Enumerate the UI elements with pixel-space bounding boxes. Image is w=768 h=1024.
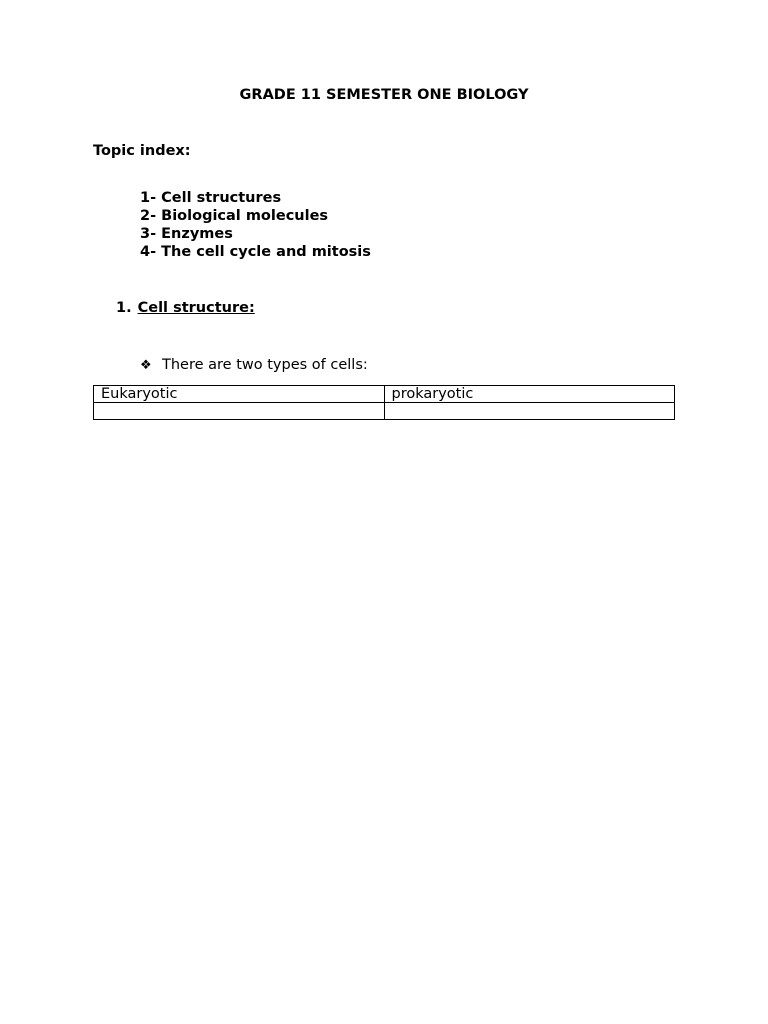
section-heading <box>116 300 255 316</box>
topic-item: 4- The cell cycle and mitosis <box>140 244 371 260</box>
section-number: 1. <box>116 300 132 316</box>
bullet-text: There are two types of cells: <box>162 357 368 373</box>
table-row <box>94 403 675 420</box>
diamond-bullet-icon: ❖ <box>140 358 152 373</box>
document-title: GRADE 11 SEMESTER ONE BIOLOGY <box>239 87 529 103</box>
table-header-row <box>94 386 675 403</box>
topic-list <box>140 189 371 261</box>
topic-item: 3- Enzymes <box>140 226 233 242</box>
cell-types-table <box>93 385 675 420</box>
topic-index-label: Topic index: <box>93 143 191 159</box>
bullet-item <box>140 357 368 373</box>
topic-item: 2- Biological molecules <box>140 208 329 224</box>
table-header-cell: prokaryotic <box>384 386 675 403</box>
table-cell <box>94 403 385 420</box>
section-title: Cell structure: <box>137 300 255 316</box>
table-cell <box>384 403 675 420</box>
table-header-cell: Eukaryotic <box>94 386 385 403</box>
topic-item: 1- Cell structures <box>140 190 282 206</box>
